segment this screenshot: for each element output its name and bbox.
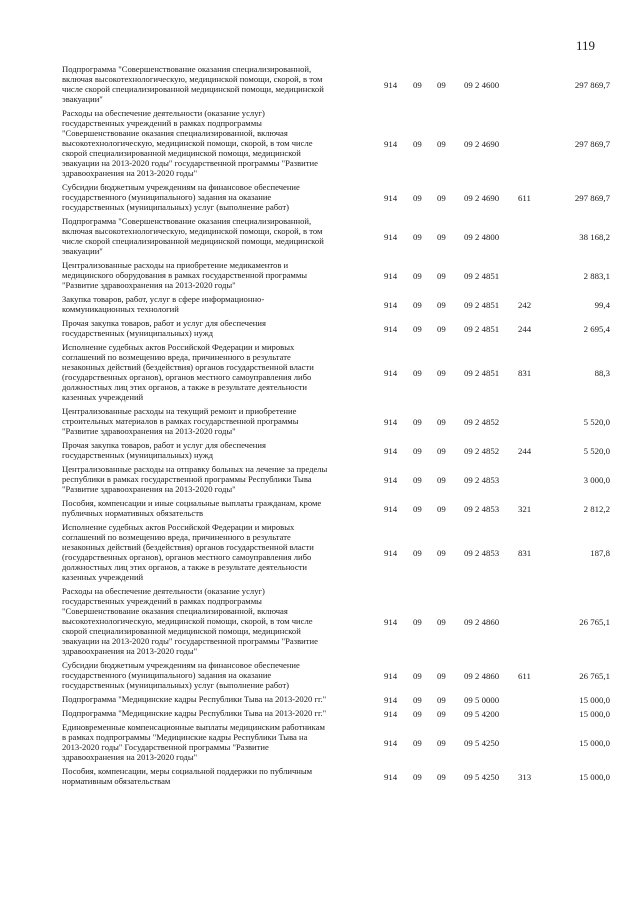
expense-type-code: 244 bbox=[518, 446, 532, 456]
description-line: государственных учреждений в рамках подпрограммы bbox=[62, 596, 262, 606]
subsection-code: 09 bbox=[437, 324, 446, 334]
description-line: Пособия, компенсации, меры социальной поддержки по публичным bbox=[62, 766, 313, 776]
description-line: эвакуации" bbox=[62, 94, 103, 104]
target-article-code: 09 2 4800 bbox=[464, 232, 500, 242]
amount-value: 26 765,1 bbox=[579, 671, 610, 681]
description-line: в рамках подпрограммы "Медицинские кадры Республики Тыва на bbox=[62, 732, 308, 742]
department-code: 914 bbox=[384, 548, 398, 558]
description-line: Централизованные расходы на текущий ремонт и приобретение bbox=[62, 406, 297, 416]
subsection-code: 09 bbox=[437, 193, 446, 203]
table-row bbox=[0, 722, 640, 766]
target-article-code: 09 2 4852 bbox=[464, 417, 500, 427]
description-line: должностных лиц этих органов, а также в результате деятельности bbox=[62, 382, 307, 392]
description-line: "Развитие здравоохранения на 2013-2020 годы" bbox=[62, 484, 236, 494]
table-row bbox=[0, 694, 640, 708]
subsection-code: 09 bbox=[437, 232, 446, 242]
target-article-code: 09 2 4690 bbox=[464, 139, 500, 149]
section-code: 09 bbox=[413, 232, 422, 242]
department-code: 914 bbox=[384, 709, 398, 719]
department-code: 914 bbox=[384, 417, 398, 427]
table-row bbox=[0, 660, 640, 694]
section-code: 09 bbox=[413, 271, 422, 281]
department-code: 914 bbox=[384, 271, 398, 281]
table-row bbox=[0, 586, 640, 660]
description-line: Централизованные расходы на приобретение медикаментов и bbox=[62, 260, 289, 270]
amount-value: 26 765,1 bbox=[579, 617, 610, 627]
description-line: здравоохранения на 2013-2020 годы" bbox=[62, 752, 198, 762]
target-article-code: 09 5 4250 bbox=[464, 772, 500, 782]
target-article-code: 09 2 4600 bbox=[464, 80, 500, 90]
subsection-code: 09 bbox=[437, 80, 446, 90]
table-row bbox=[0, 108, 640, 182]
amount-value: 187,8 bbox=[590, 548, 610, 558]
description-line: соглашений по возмещению вреда, причиненного в результате bbox=[62, 532, 291, 542]
description-line: скорой специализированной медицинской помощи, медицинской bbox=[62, 626, 301, 636]
row-description bbox=[62, 522, 382, 582]
subsection-code: 09 bbox=[437, 300, 446, 310]
description-line: нормативным обязательствам bbox=[62, 776, 171, 786]
description-line: 2013-2020 годы" Государственной программы "Развитие bbox=[62, 742, 269, 752]
subsection-code: 09 bbox=[437, 738, 446, 748]
section-code: 09 bbox=[413, 446, 422, 456]
description-line: республики в рамках государственной программы Республики Тыва bbox=[62, 474, 312, 484]
section-code: 09 bbox=[413, 671, 422, 681]
page-number: 119 bbox=[576, 38, 596, 53]
subsection-code: 09 bbox=[437, 417, 446, 427]
description-line: здравоохранения на 2013-2020 годы" bbox=[62, 168, 198, 178]
description-line: Подпрограмма "Медицинские кадры Республики Тыва на 2013-2020 гг." bbox=[62, 694, 327, 704]
description-line: Исполнение судебных актов Российской Федерации и мировых bbox=[62, 342, 295, 352]
subsection-code: 09 bbox=[437, 475, 446, 485]
row-description bbox=[62, 498, 382, 518]
description-line: высокотехнологическую, медицинской помощи, скорой, в том числе bbox=[62, 616, 313, 626]
expense-type-code: 321 bbox=[518, 504, 532, 514]
target-article-code: 09 2 4852 bbox=[464, 446, 500, 456]
amount-value: 15 000,0 bbox=[579, 772, 610, 782]
description-line: Прочая закупка товаров, работ и услуг для обеспечения bbox=[62, 440, 266, 450]
target-article-code: 09 2 4860 bbox=[464, 671, 500, 681]
section-code: 09 bbox=[413, 300, 422, 310]
target-article-code: 09 2 4851 bbox=[464, 324, 500, 334]
subsection-code: 09 bbox=[437, 772, 446, 782]
table-row bbox=[0, 260, 640, 294]
target-article-code: 09 5 4200 bbox=[464, 709, 500, 719]
department-code: 914 bbox=[384, 617, 398, 627]
amount-value: 2 883,1 bbox=[583, 271, 610, 281]
description-line: публичных нормативных обязательств bbox=[62, 508, 204, 518]
description-line: числе скорой специализированной медицинской помощи, медицинской bbox=[62, 84, 324, 94]
department-code: 914 bbox=[384, 368, 398, 378]
table-row bbox=[0, 318, 640, 342]
row-description bbox=[62, 318, 382, 338]
target-article-code: 09 2 4853 bbox=[464, 504, 500, 514]
description-line: Расходы на обеспечение деятельности (оказание услуг) bbox=[62, 108, 265, 118]
table-row bbox=[0, 766, 640, 790]
row-description bbox=[62, 406, 382, 436]
table-row bbox=[0, 522, 640, 586]
description-line: Прочая закупка товаров, работ и услуг для обеспечения bbox=[62, 318, 266, 328]
description-line: государственных учреждений в рамках подпрограммы bbox=[62, 118, 262, 128]
row-description bbox=[62, 464, 382, 494]
table-row bbox=[0, 498, 640, 522]
department-code: 914 bbox=[384, 504, 398, 514]
target-article-code: 09 2 4853 bbox=[464, 548, 500, 558]
expense-type-code: 313 bbox=[518, 772, 532, 782]
description-line: включая высокотехнологическую, медицинской помощи, скорой, в том bbox=[62, 74, 323, 84]
table-row bbox=[0, 464, 640, 498]
row-description bbox=[62, 294, 382, 314]
description-line: государственных (муниципальных) нужд bbox=[62, 450, 214, 460]
row-description bbox=[62, 216, 382, 256]
amount-value: 297 869,7 bbox=[574, 139, 610, 149]
department-code: 914 bbox=[384, 80, 398, 90]
description-line: соглашений по возмещению вреда, причиненного в результате bbox=[62, 352, 291, 362]
target-article-code: 09 2 4851 bbox=[464, 300, 500, 310]
section-code: 09 bbox=[413, 417, 422, 427]
description-line: Подпрограмма "Медицинские кадры Республики Тыва на 2013-2020 гг." bbox=[62, 708, 327, 718]
target-article-code: 09 5 4250 bbox=[464, 738, 500, 748]
description-line: Субсидии бюджетным учреждениям на финансовое обеспечение bbox=[62, 182, 300, 192]
section-code: 09 bbox=[413, 617, 422, 627]
subsection-code: 09 bbox=[437, 504, 446, 514]
row-description bbox=[62, 440, 382, 460]
description-line: медицинского оборудования в рамках государственной программы bbox=[62, 270, 308, 280]
row-description bbox=[62, 64, 382, 104]
section-code: 09 bbox=[413, 139, 422, 149]
department-code: 914 bbox=[384, 446, 398, 456]
row-description bbox=[62, 694, 382, 704]
section-code: 09 bbox=[413, 695, 422, 705]
description-line: скорой специализированной медицинской помощи, медицинской bbox=[62, 148, 301, 158]
description-line: государственного (муниципального) задания на оказание bbox=[62, 192, 272, 202]
amount-value: 88,3 bbox=[594, 368, 610, 378]
subsection-code: 09 bbox=[437, 368, 446, 378]
table-row bbox=[0, 64, 640, 108]
section-code: 09 bbox=[413, 475, 422, 485]
row-description bbox=[62, 660, 382, 690]
table-row bbox=[0, 406, 640, 440]
description-line: казенных учреждений bbox=[62, 572, 144, 582]
subsection-code: 09 bbox=[437, 617, 446, 627]
description-line: казенных учреждений bbox=[62, 392, 144, 402]
subsection-code: 09 bbox=[437, 548, 446, 558]
expense-type-code: 831 bbox=[518, 368, 532, 378]
row-description bbox=[62, 182, 382, 212]
description-line: Исполнение судебных актов Российской Федерации и мировых bbox=[62, 522, 295, 532]
description-line: эвакуации на 2013-2020 годы" государственной программы "Развитие bbox=[62, 636, 318, 646]
subsection-code: 09 bbox=[437, 139, 446, 149]
expense-type-code: 611 bbox=[518, 193, 531, 203]
subsection-code: 09 bbox=[437, 695, 446, 705]
department-code: 914 bbox=[384, 139, 398, 149]
department-code: 914 bbox=[384, 324, 398, 334]
section-code: 09 bbox=[413, 324, 422, 334]
department-code: 914 bbox=[384, 193, 398, 203]
description-line: "Развитие здравоохранения на 2013-2020 годы" bbox=[62, 280, 236, 290]
subsection-code: 09 bbox=[437, 446, 446, 456]
amount-value: 5 520,0 bbox=[583, 417, 610, 427]
description-line: эвакуации" bbox=[62, 246, 103, 256]
table-row bbox=[0, 182, 640, 216]
row-description bbox=[62, 722, 382, 762]
description-line: Централизованные расходы на отправку больных на лечение за пределы bbox=[62, 464, 328, 474]
department-code: 914 bbox=[384, 695, 398, 705]
table-row bbox=[0, 216, 640, 260]
target-article-code: 09 2 4851 bbox=[464, 271, 500, 281]
description-line: государственных (муниципальных) нужд bbox=[62, 328, 214, 338]
amount-value: 99,4 bbox=[594, 300, 610, 310]
expense-type-code: 611 bbox=[518, 671, 531, 681]
section-code: 09 bbox=[413, 772, 422, 782]
department-code: 914 bbox=[384, 475, 398, 485]
row-description bbox=[62, 766, 382, 786]
description-line: Закупка товаров, работ, услуг в сфере информационно- bbox=[62, 294, 265, 304]
description-line: Подпрограмма "Совершенствование оказания специализированной, bbox=[62, 216, 312, 226]
amount-value: 297 869,7 bbox=[574, 193, 610, 203]
target-article-code: 09 2 4690 bbox=[464, 193, 500, 203]
section-code: 09 bbox=[413, 548, 422, 558]
description-line: строительных материалов в рамках государственной программы bbox=[62, 416, 299, 426]
description-line: незаконных действий (бездействия) органов государственной власти bbox=[62, 542, 314, 552]
description-line: должностных лиц этих органов, а также в результате деятельности bbox=[62, 562, 307, 572]
subsection-code: 09 bbox=[437, 271, 446, 281]
table-row bbox=[0, 708, 640, 722]
description-line: числе скорой специализированной медицинской помощи, медицинской bbox=[62, 236, 324, 246]
department-code: 914 bbox=[384, 738, 398, 748]
amount-value: 2 812,2 bbox=[583, 504, 610, 514]
row-description bbox=[62, 708, 382, 718]
row-description bbox=[62, 260, 382, 290]
expense-type-code: 242 bbox=[518, 300, 532, 310]
amount-value: 15 000,0 bbox=[579, 709, 610, 719]
amount-value: 38 168,2 bbox=[579, 232, 610, 242]
row-description bbox=[62, 108, 382, 178]
table-row bbox=[0, 342, 640, 406]
section-code: 09 bbox=[413, 738, 422, 748]
amount-value: 5 520,0 bbox=[583, 446, 610, 456]
row-description bbox=[62, 586, 382, 656]
expense-type-code: 831 bbox=[518, 548, 532, 558]
target-article-code: 09 2 4851 bbox=[464, 368, 500, 378]
target-article-code: 09 2 4853 bbox=[464, 475, 500, 485]
department-code: 914 bbox=[384, 232, 398, 242]
description-line: эвакуации на 2013-2020 годы" государственной программы "Развитие bbox=[62, 158, 318, 168]
target-article-code: 09 5 0000 bbox=[464, 695, 500, 705]
budget-table bbox=[0, 64, 640, 790]
target-article-code: 09 2 4860 bbox=[464, 617, 500, 627]
description-line: (государственных органов), органов местного самоуправления либо bbox=[62, 372, 312, 382]
department-code: 914 bbox=[384, 300, 398, 310]
row-description bbox=[62, 342, 382, 402]
description-line: незаконных действий (бездействия) органов государственной власти bbox=[62, 362, 314, 372]
subsection-code: 09 bbox=[437, 671, 446, 681]
description-line: государственных (муниципальных) услуг (выполнение работ) bbox=[62, 680, 289, 690]
description-line: здравоохранения на 2013-2020 годы" bbox=[62, 646, 198, 656]
amount-value: 15 000,0 bbox=[579, 738, 610, 748]
section-code: 09 bbox=[413, 368, 422, 378]
department-code: 914 bbox=[384, 772, 398, 782]
description-line: государственных (муниципальных) услуг (выполнение работ) bbox=[62, 202, 289, 212]
description-line: включая высокотехнологическую, медицинской помощи, скорой, в том bbox=[62, 226, 323, 236]
expense-type-code: 244 bbox=[518, 324, 532, 334]
description-line: "Развитие здравоохранения на 2013-2020 годы" bbox=[62, 426, 236, 436]
subsection-code: 09 bbox=[437, 709, 446, 719]
description-line: "Совершенствование оказания специализированной, включая bbox=[62, 606, 288, 616]
description-line: государственного (муниципального) задания на оказание bbox=[62, 670, 272, 680]
amount-value: 15 000,0 bbox=[579, 695, 610, 705]
department-code: 914 bbox=[384, 671, 398, 681]
section-code: 09 bbox=[413, 80, 422, 90]
description-line: Пособия, компенсации и иные социальные выплаты гражданам, кроме bbox=[62, 498, 322, 508]
description-line: "Совершенствование оказания специализированной, включая bbox=[62, 128, 288, 138]
table-row bbox=[0, 440, 640, 464]
table-row bbox=[0, 294, 640, 318]
amount-value: 297 869,7 bbox=[574, 80, 610, 90]
description-line: коммуникационных технологий bbox=[62, 304, 179, 314]
description-line: Расходы на обеспечение деятельности (оказание услуг) bbox=[62, 586, 265, 596]
amount-value: 3 000,0 bbox=[583, 475, 610, 485]
amount-value: 2 695,4 bbox=[583, 324, 610, 334]
section-code: 09 bbox=[413, 709, 422, 719]
description-line: Единовременные компенсационные выплаты медицинским работникам bbox=[62, 722, 325, 732]
section-code: 09 bbox=[413, 504, 422, 514]
description-line: высокотехнологическую, медицинской помощи, скорой, в том числе bbox=[62, 138, 313, 148]
description-line: Субсидии бюджетным учреждениям на финансовое обеспечение bbox=[62, 660, 300, 670]
description-line: Подпрограмма "Совершенствование оказания специализированной, bbox=[62, 64, 312, 74]
section-code: 09 bbox=[413, 193, 422, 203]
description-line: (государственных органов), органов местного самоуправления либо bbox=[62, 552, 312, 562]
